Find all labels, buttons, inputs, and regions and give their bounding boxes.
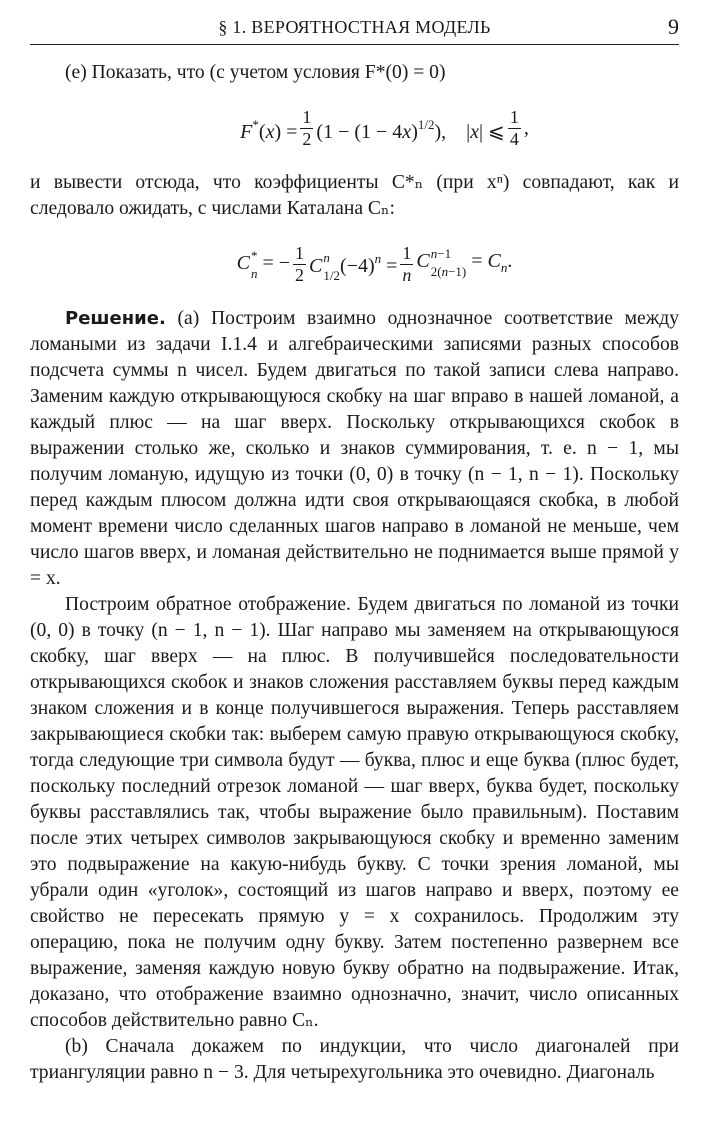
eq2-rhs: C n−1 2(n−1) = $C_n$. xyxy=(416,245,513,279)
solution-paragraph-inverse: Построим обратное отображение. Будем двигаться по ломаной из точки (0, 0) в точку (n − 1, n − 1). Шаг направо мы заменяем на открывающуюся скобку, шаг вверх — на плюс. В получившейся последовательности открывающихся скобок и знаков сложения расставляем буквы перед каждым знаком сложения и в конце получившегося выражения. Теперь расставляем закрывающиеся скобки так: выберем самую правую открывающуюся скобку, тогда следующие три символа будут — буква, плюс и еще буква (плюс будет, поскольку последний отрезок ломаной — шаг вверх, буква будет, поскольку буквы расставлялись так, чтобы выражение было правильным). Поставим после этих четырех символов закрывающуюся скобку и временно заменим это подвыражение на какую-нибудь букву. С точки зрения ломаной, мы убрали один «уголок», состоящий из шагов направо и вверх, поэтому ее свойство не пересекать прямую y = x сохранилось. Продолжим эту операцию, пока не получим одну букву. Затем постепенно развернем все выражение, заменяя каждую новую букву обратно на подвыражение. Итак, доказано, что отображение взаимно однозначно, значит, число описанных способов действительно равно Cₙ. xyxy=(30,594,679,1031)
page-body xyxy=(30,60,679,1086)
eq1-lhs: F*(x) = xyxy=(240,116,298,143)
fraction-one-over-n: $\frac{1}{n}$ xyxy=(402,242,412,285)
equation-generating-function: F*(x) = $\frac{1}{2}$ $(1 - (1 - 4x)^{1/2})$, |x| ⩽ $\frac{1}{4}$ , xyxy=(240,106,529,149)
catalan-statement: и вывести отсюда, что коэффициенты C*ₙ (при xⁿ) совпадают, как и следовало ожидать, с числами Каталана Cₙ: xyxy=(30,172,679,219)
fraction-one-half-2: $\frac{1}{2}$ xyxy=(295,242,305,285)
header-title: § 1. ВЕРОЯТНОСТНАЯ МОДЕЛЬ xyxy=(218,17,491,37)
running-header xyxy=(30,16,679,45)
eq2-binom: C n 1/2 $(-4)^n$ = xyxy=(309,250,398,284)
solution-paragraph-b: (b) Сначала докажем по индукции, что число диагоналей при триангуляции равно n − 3. Для четырехугольника это очевидно. Диагональ xyxy=(30,1036,679,1083)
page-number: 9 xyxy=(668,14,679,39)
fraction-one-half: $\frac{1}{2}$ xyxy=(302,106,312,149)
equation-catalan xyxy=(30,222,679,306)
fraction-one-quarter: $\frac{1}{4}$ xyxy=(509,106,519,149)
solution-paragraph-a xyxy=(30,306,679,592)
eq1-rhs: $(1 - (1 - 4x)^{1/2})$, |x| ⩽ xyxy=(316,116,505,143)
eq2-lhs: C * n = − xyxy=(236,247,291,281)
task-e-statement: (e) Показать, что (с учетом условия F*(0) = 0) xyxy=(65,62,446,83)
solution-a-text: (a) Построим взаимно однозначное соответствие между ломаными из задачи I.1.4 и алгебраическими записями разных способов подсчета суммы n чисел. Будем двигаться по такой записи слева направо. Заменим каждую открывающуюся скобку на шаг вправо в нашей ломаной, а каждый плюс — на шаг вверх. Поскольку открывающихся скобок в выражении столько же, сколько и знаков суммирования, т. е. n − 1, мы получим ломаную, идущую из точки (0, 0) в точку (n − 1, n − 1). Поскольку перед каждым плюсом должна идти своя открывающаяся скобка, в любой момент времени число сделанных шагов направо в ломаной не меньше, чем число шагов вверх, и ломаная действительно не поднимается выше прямой y = x. xyxy=(30,308,679,589)
solution-label: Решение. xyxy=(65,308,166,329)
